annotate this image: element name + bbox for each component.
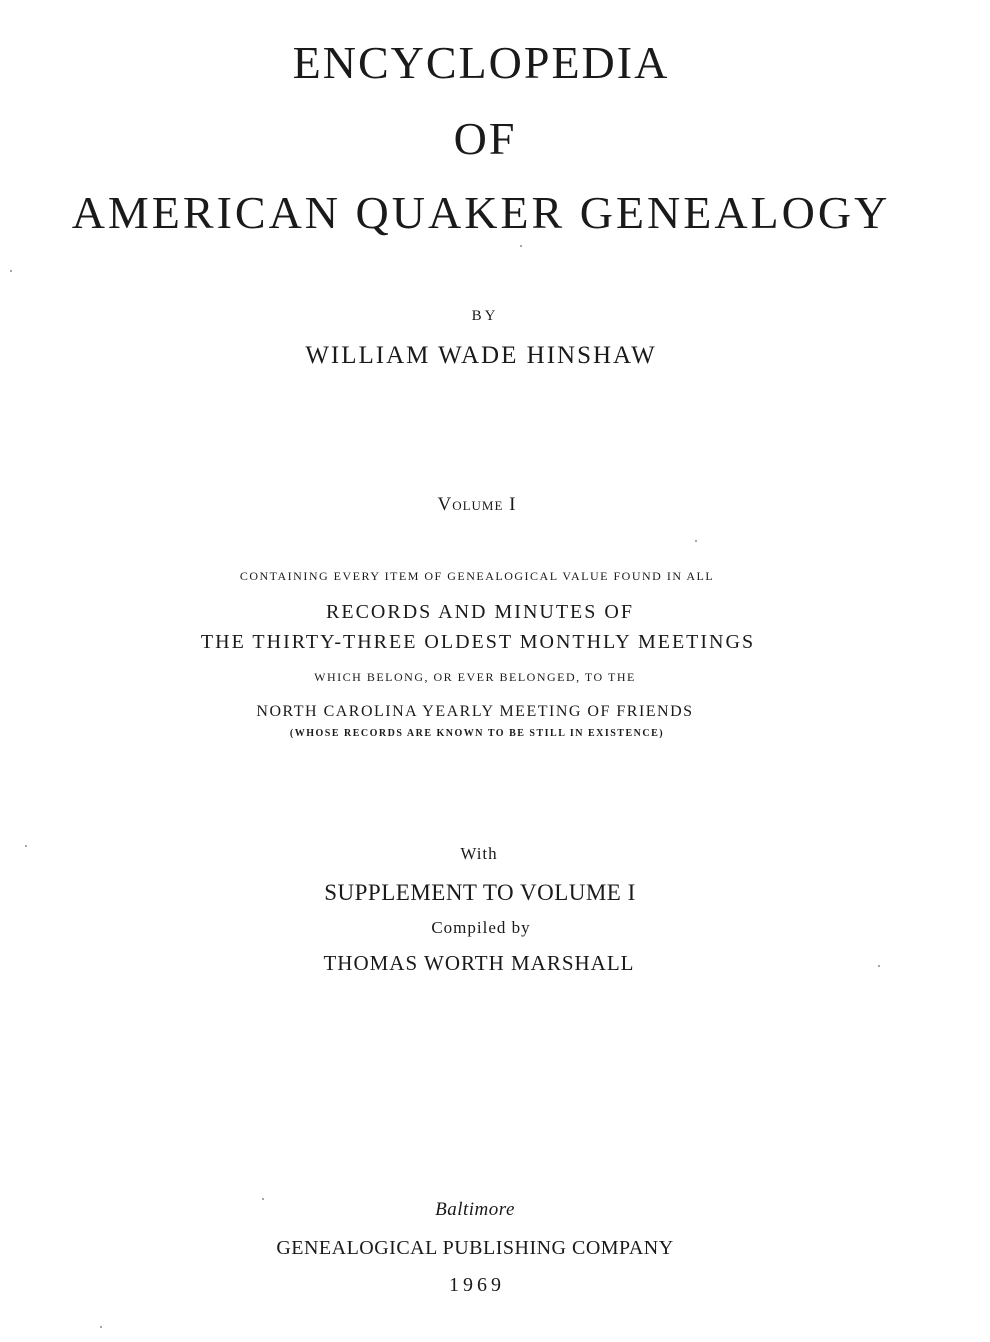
description-meetings: THE THIRTY-THREE OLDEST MONTHLY MEETINGS: [200, 631, 756, 653]
scan-speck: [878, 965, 880, 967]
imprint-city: Baltimore: [435, 1199, 515, 1220]
supplement-title: SUPPLEMENT TO VOLUME I: [324, 880, 636, 905]
scan-speck: [262, 1198, 264, 1200]
title-line-2: OF: [453, 113, 517, 164]
by-label: BY: [471, 308, 499, 324]
description-note: (WHOSE RECORDS ARE KNOWN TO BE STILL IN EXISTENCE): [289, 728, 665, 739]
title-line-1: ENCYCLOPEDIA: [292, 37, 670, 88]
scan-speck: [695, 540, 697, 542]
supplement-compiler: THOMAS WORTH MARSHALL: [323, 951, 635, 975]
scan-speck: [25, 845, 27, 847]
description-which: WHICH BELONG, OR EVER BELONGED, TO THE: [314, 670, 636, 684]
scan-speck: [520, 245, 522, 247]
supplement-compiled-by: Compiled by: [431, 918, 531, 937]
author-name: WILLIAM WADE HINSHAW: [305, 342, 657, 369]
title-line-3: AMERICAN QUAKER GENEALOGY: [71, 187, 891, 238]
description-records: RECORDS AND MINUTES OF: [326, 601, 634, 623]
description-containing: CONTAINING EVERY ITEM OF GENEALOGICAL VALUE FOUND IN ALL: [239, 569, 715, 583]
scan-speck: [10, 270, 12, 272]
imprint-year: 1969: [449, 1274, 505, 1296]
scan-speck: [100, 1326, 102, 1328]
imprint-publisher: GENEALOGICAL PUBLISHING COMPANY: [276, 1237, 674, 1259]
volume-label: Volume I: [437, 494, 517, 515]
description-yearly-meeting: NORTH CAROLINA YEARLY MEETING OF FRIENDS: [256, 703, 694, 720]
supplement-with: With: [460, 844, 498, 863]
